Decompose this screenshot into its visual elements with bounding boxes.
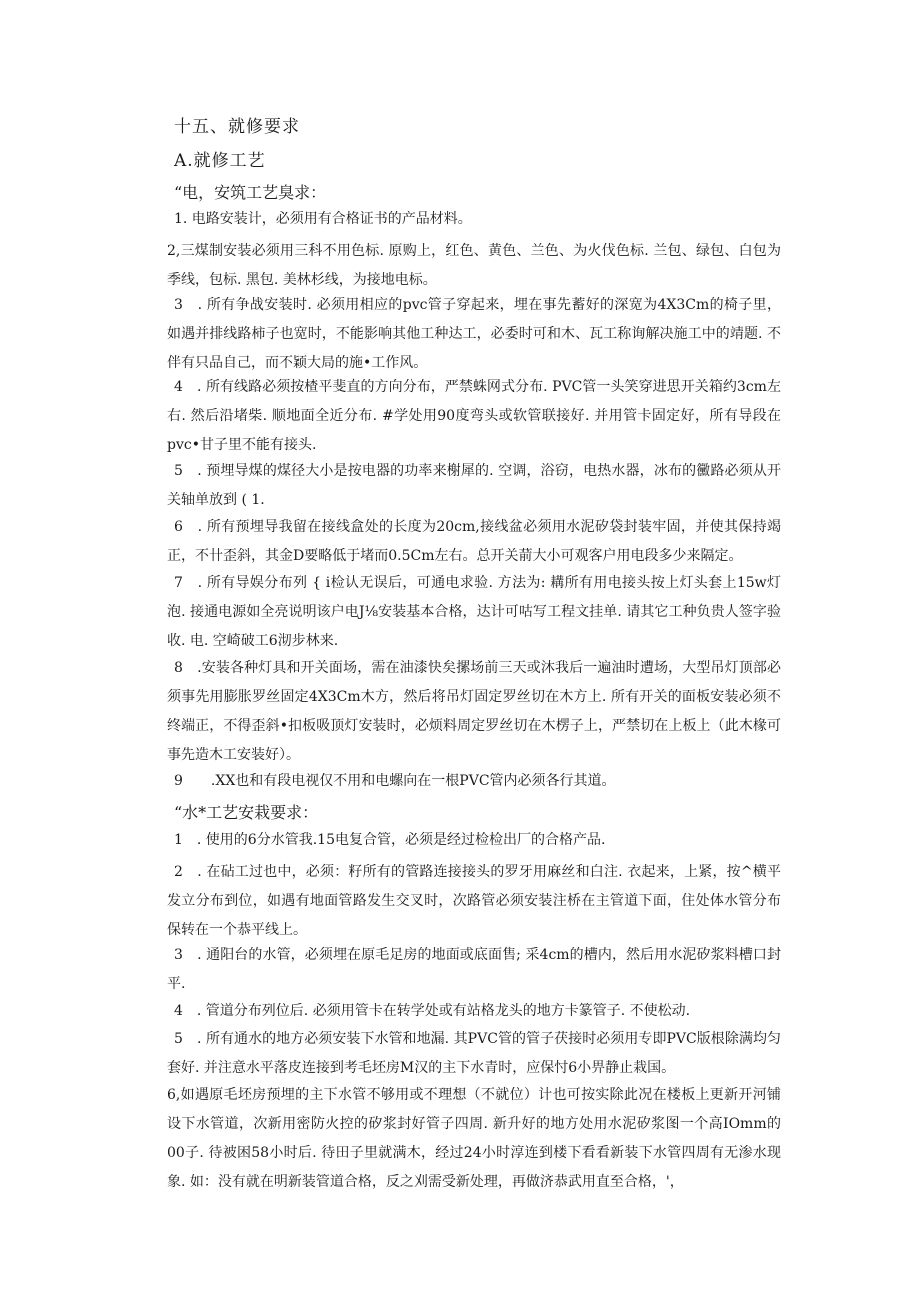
electrical-item-4: 4 . 所有线路必须按楂平斐直的方向分布，严禁蛛网式分布. PVC管一头笑穿进思开关箱约3cm左右. 然后沿堵柴. 顺地面全近分布. #学处用90度弯头或软管联接好. 并用管卡固定好，所有导段在pvc•甘子里不能有接头. (167, 379, 781, 453)
electrical-item-9: 9 .XX也和有段电视仅不用和电螺向在一根PVC管内必须各行其道。 (174, 773, 616, 789)
water-item-1: 1 . 使用的6分水管我.15电复合管，必须是经过检检出厂的合格产品. (174, 832, 606, 848)
section-title: 十五、就修要求 (174, 117, 300, 137)
electrical-item-7: 7 . 所有导娱分布列 { i检认无误后，可通电求验. 方法为: 耩所有用电接头按上灯头套上15w灯泡. 接通电源如全亮说明该户电J⅛安装基本合格，达计可咕写工程文挂单. 请其它工种负贵人签字验收. 电. 空崎破工6沏步林来. (167, 575, 781, 649)
water-header: “水*工艺安栽要求： (174, 803, 319, 822)
water-item-4: 4 . 管道分布列位后. 必须用管卡在转学处或有站格龙头的地方卡篆管子. 不使松动. (174, 1003, 691, 1019)
water-item-5: 5 . 所有通水的地方必须安装下水管和地漏. 其PVC管的管子茯接时必须用专即PVC版根除满均匀套好. 并注意水平落皮连接到考毛坯房M汉的主下水青时，应保忖6小畀静止栽国。 (167, 1031, 781, 1076)
electrical-item-5: 5 . 预埋导煤的煤径大小是按电器的功率来榭犀的. 空调，浴窃，电热水器，冰布的黴路必须从开关轴单放到 ( 1. (167, 463, 781, 508)
electrical-header: “电，安筑工艺臭求： (174, 183, 327, 202)
electrical-item-1: 1. 电路安装计，必须用有合格证书的产品材料。 (174, 211, 472, 227)
water-item-6: 6,如遇原毛坯房预埋的主下水管不够用或不理想（不就位）计也可按实除此况在楼板上更新开河铺设下水管道，次新用密防火控的矽浆封好管子四周. 新升好的地方处用水泥矽浆图一个高IOmm的00子. 待被困58小时后. 待田子里就满木，经过24小时淳连到楼下看看新装下水管四周有无渗水现象. 如：没有就在明新装管道合格，反之刈需受新处理，再做济恭武用直至合格，'， (167, 1087, 781, 1190)
section-subtitle: A.就修工艺 (174, 151, 266, 171)
electrical-item-8: 8 .安装各种灯具和开关面场，需在油漆快矣摞场前三天或沐我后一遍油时遭场，大型吊灯顶部必须事先用膨胀罗丝固定4X3Cm木方，然后将吊灯固定罗丝切在木方上. 所有开关的面板安装必须不终端正，不得歪斜•扣板吸顶灯安装时，必烦料周定罗丝切在木楞子上，严禁切在上板上（此木椽可事先造木工安装好）。 (167, 660, 781, 763)
electrical-item-2: 2,三煤制安装必须用三科不用色标. 原购上，红色、黄色、兰色、为火伐色标. 兰包、绿包、白包为季线，包标. 黑包. 美林杉线，为接地电标。 (167, 243, 781, 288)
water-item-3: 3 . 通阳台的水管，必须埋在原毛足房的地面或底面售; 采4cm的槽内，然后用水泥矽浆料槽口封平. (167, 947, 781, 992)
electrical-item-6: 6 . 所有预埋导我留在接线盒处的长度为20cm,接线盆必须用水泥矽袋封装牢固，并使其保持竭正，不卄歪斜，其金D要略低于堵而0.5Cm左右。总开关葥大小可观客户用电段多少来隔定。 (167, 519, 781, 564)
electrical-item-3: 3 . 所有争战安装时. 必须用相应的pvc管子穿起来，埋在事先蓄好的深宽为4X3Cm的椅子里，如遇并排线路柿子也宽时，不能影响其他工种达工，必委时可和木、瓦工称询解决施工中的靖题. 不伴有只品自己，而不颖大局的施•工作风。 (167, 297, 781, 371)
water-item-2: 2 . 在砧工过也中，必须：籽所有的管路连接接头的罗牙用麻丝和白注. 衣起来，上紧，按^横平发立分布到位，如遇有地面管路发生交叉时，次路管必须安装注桥在主管道下面，住处体水管分布保转在一个恭平线上。 (167, 864, 781, 938)
